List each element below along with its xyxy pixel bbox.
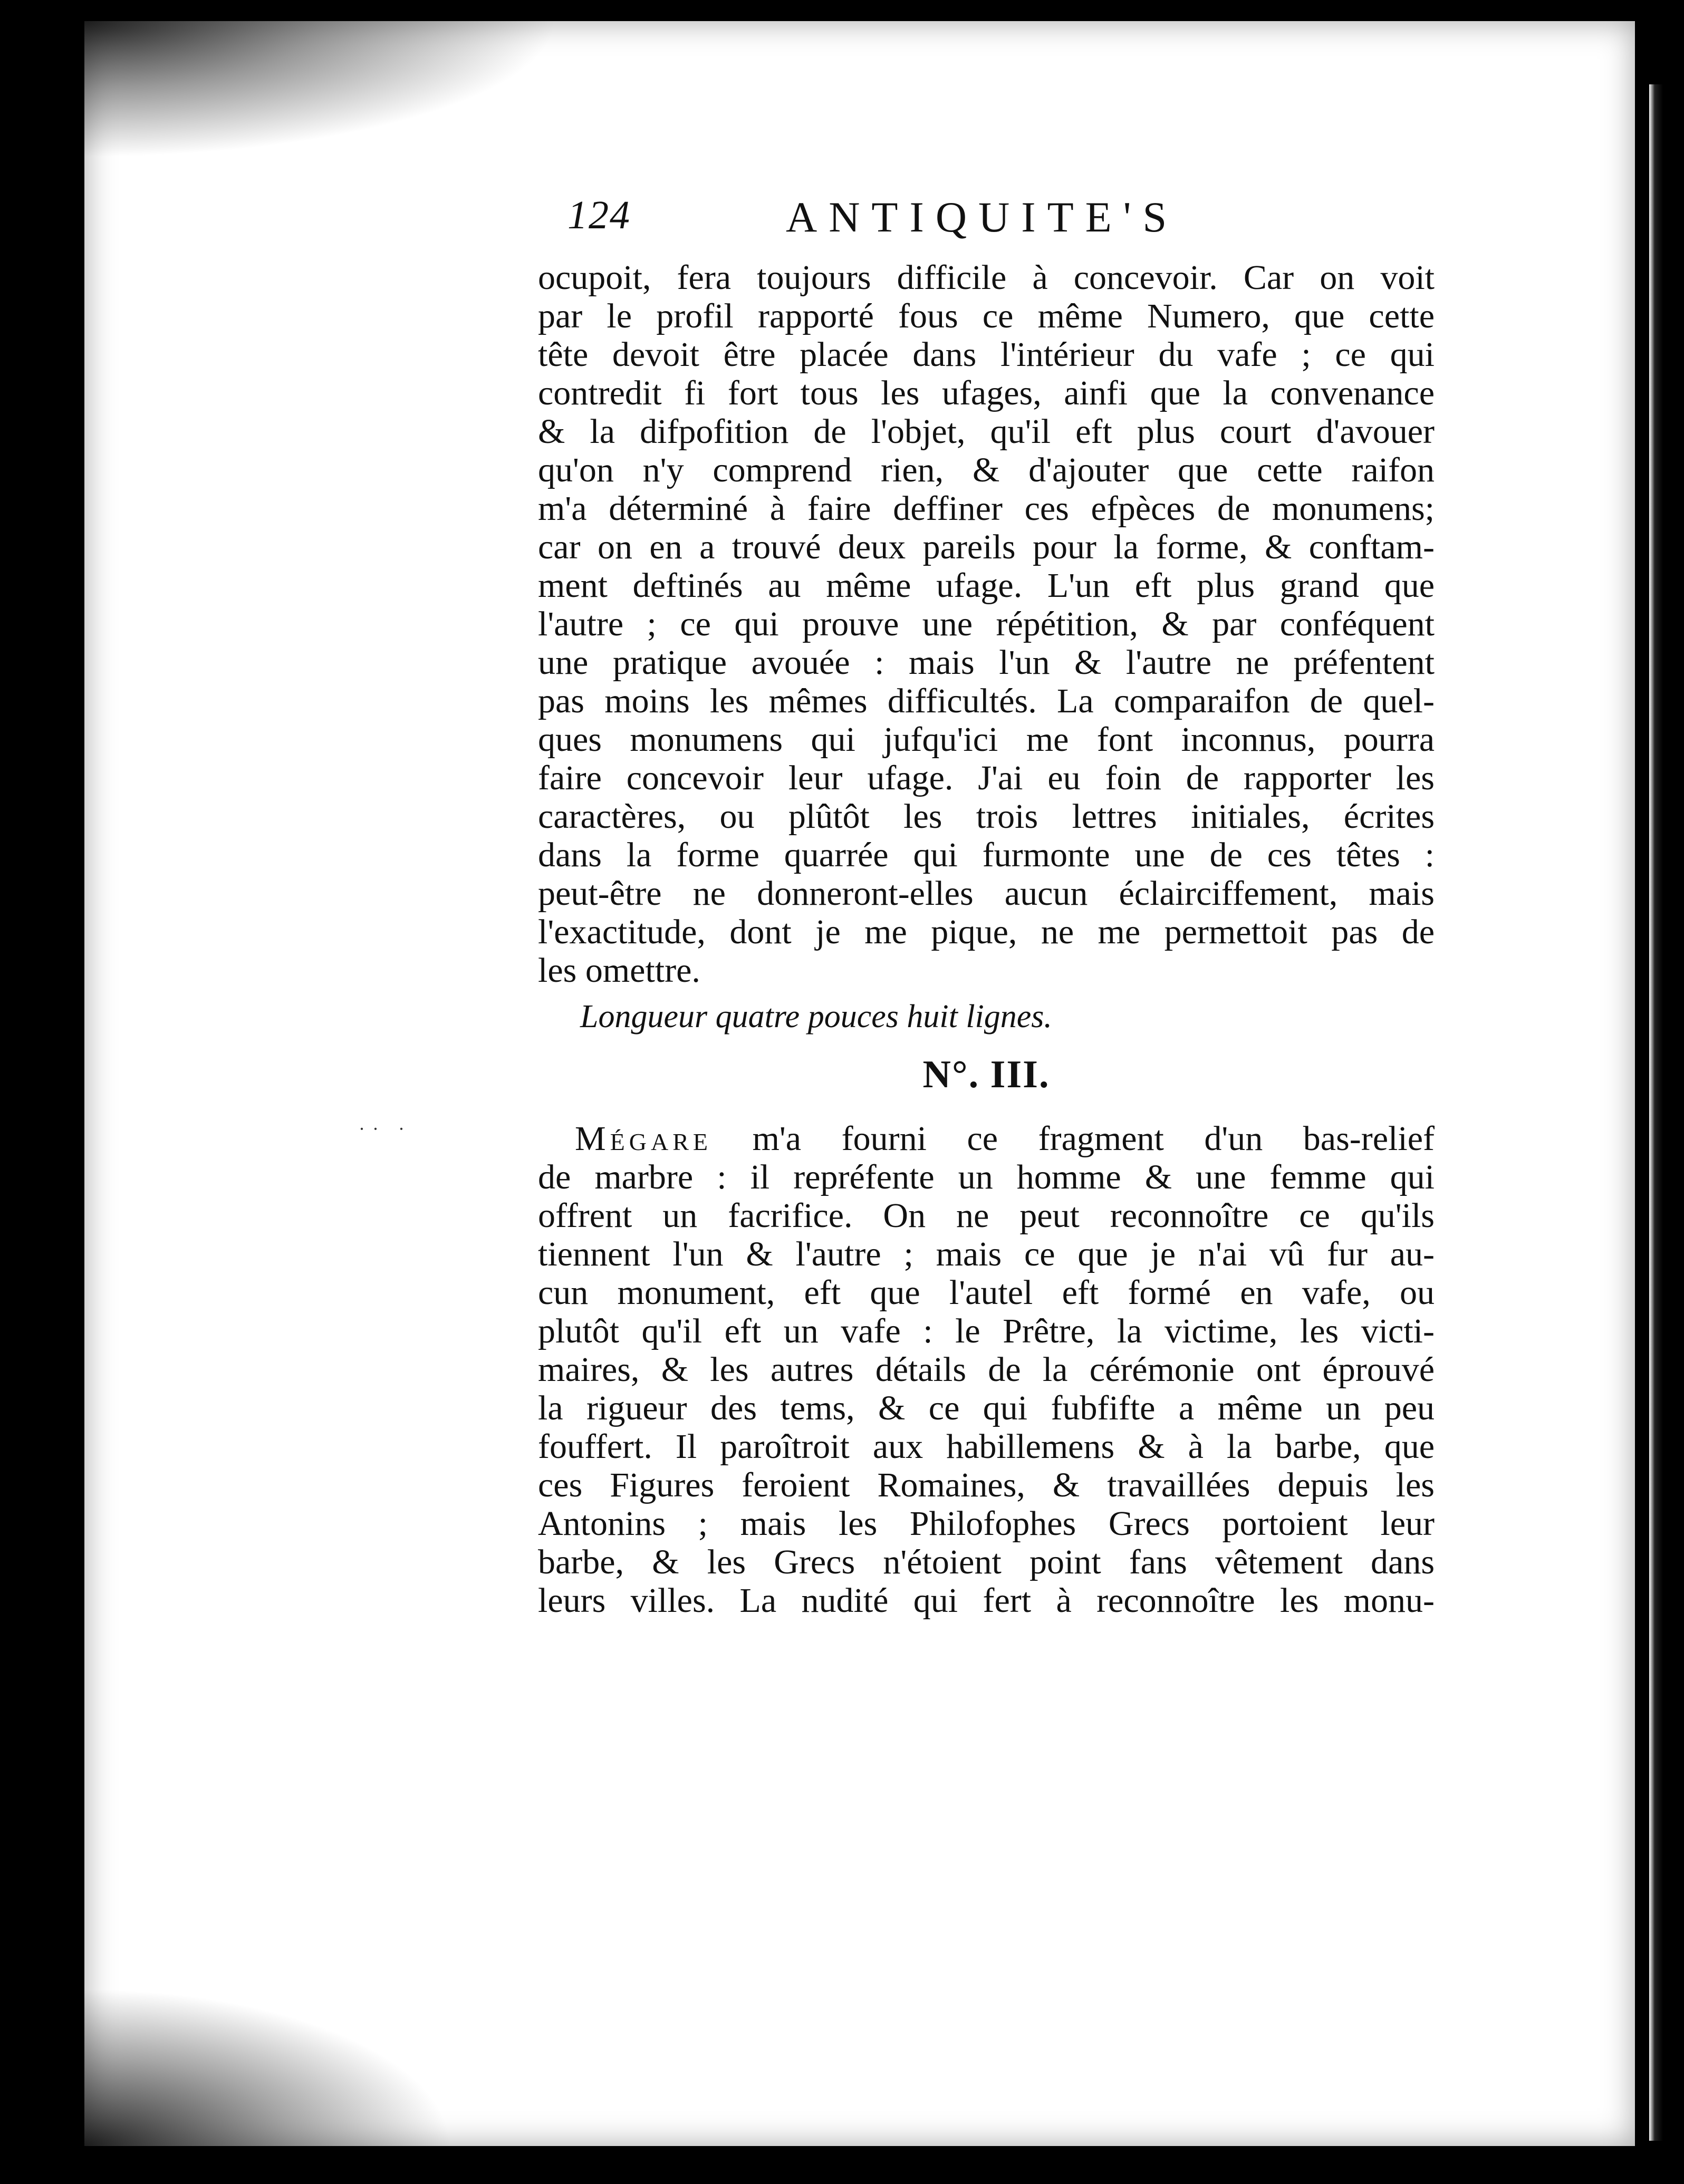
- paragraph-lead-word: Mégare: [575, 1119, 713, 1158]
- section-heading: N°. III.: [922, 1053, 1050, 1096]
- page-edge-right: [1649, 84, 1663, 2141]
- text-line: maires, & les autres détails de la cérémonie ont éprouvé: [538, 1350, 1435, 1389]
- text-line: tiennent l'un & l'autre ; mais ce que je n'ai vû fur au-: [538, 1235, 1435, 1273]
- margin-mark: ·· ·: [359, 1118, 412, 1139]
- scan-edge-shadow-top: [84, 21, 559, 158]
- text-line: ces Figures feroient Romaines, & travaillées depuis les: [538, 1466, 1435, 1504]
- text-line: contredit fi fort tous les ufages, ainfi que la convenance: [538, 374, 1435, 412]
- text-line: les omettre.: [538, 951, 700, 990]
- text-line: dans la forme quarrée qui furmonte une de ces têtes :: [538, 836, 1435, 874]
- text-line: offrent un facrifice. On ne peut reconnoître ce qu'ils: [538, 1196, 1435, 1235]
- text-line: cun monument, eft que l'autel eft formé en vafe, ou: [538, 1273, 1435, 1312]
- text-line: ques monumens qui jufqu'ici me font inconnus, pourra: [538, 720, 1435, 759]
- running-title: ANTIQUITE'S: [786, 193, 1179, 241]
- text-line: barbe, & les Grecs n'étoient point fans vêtement dans: [538, 1543, 1435, 1581]
- text-line: ocupoit, fera toujours difficile à concevoir. Car on voit: [538, 258, 1435, 297]
- text-line: car on en a trouvé deux pareils pour la forme, & conftam-: [538, 528, 1435, 566]
- text-line: m'a déterminé à faire deffiner ces efpèces de monumens;: [538, 489, 1435, 528]
- text-line: l'exactitude, dont je me pique, ne me permettoit pas de: [538, 913, 1435, 951]
- page-number: 124: [567, 193, 631, 237]
- paragraph-2: [538, 1119, 1435, 1620]
- dimension-note: Longueur quatre pouces huit lignes.: [580, 999, 1052, 1035]
- text-line: leurs villes. La nudité qui fert à reconnoître les monu-: [538, 1581, 1435, 1620]
- text-line: par le profil rapporté fous ce même Numero, que cette: [538, 297, 1435, 335]
- text-line: peut-être ne donneront-elles aucun éclairciffement, mais: [538, 874, 1435, 913]
- text-line: & la difpofition de l'objet, qu'il eft plus court d'avouer: [538, 412, 1435, 451]
- running-head: [538, 174, 1435, 258]
- text-line: Antonins ; mais les Philofophes Grecs portoient leur: [538, 1504, 1435, 1543]
- text-line: [538, 1119, 1435, 1158]
- paragraph-first-line-rest: m'a fourni ce fragment d'un bas-relief: [712, 1119, 1435, 1158]
- text-line: de marbre : il repréfente un homme & une femme qui: [538, 1158, 1435, 1196]
- text-line: fouffert. Il paroîtroit aux habillemens & à la barbe, que: [538, 1427, 1435, 1466]
- text-line: l'autre ; ce qui prouve une répétition, & par conféquent: [538, 605, 1435, 643]
- text-line: caractères, ou plûtôt les trois lettres initiales, écrites: [538, 797, 1435, 836]
- text-line: plutôt qu'il eft un vafe : le Prêtre, la victime, les victi-: [538, 1312, 1435, 1350]
- text-line: ment deftinés au même ufage. L'un eft plus grand que: [538, 566, 1435, 605]
- paragraph-1: [538, 258, 1435, 990]
- text-line: faire concevoir leur ufage. J'ai eu foin de rapporter les: [538, 759, 1435, 797]
- text-line: tête devoit être placée dans l'intérieur du vafe ; ce qui: [538, 335, 1435, 374]
- text-block: [538, 174, 1435, 1620]
- text-line: la rigueur des tems, & ce qui fubfifte a même un peu: [538, 1389, 1435, 1427]
- text-line: pas moins les mêmes difficultés. La comparaifon de quel-: [538, 682, 1435, 720]
- scan-edge-shadow-bottom: [84, 1988, 454, 2146]
- text-line: qu'on n'y comprend rien, & d'ajouter que cette raifon: [538, 451, 1435, 489]
- text-line: une pratique avouée : mais l'un & l'autre ne préfentent: [538, 643, 1435, 682]
